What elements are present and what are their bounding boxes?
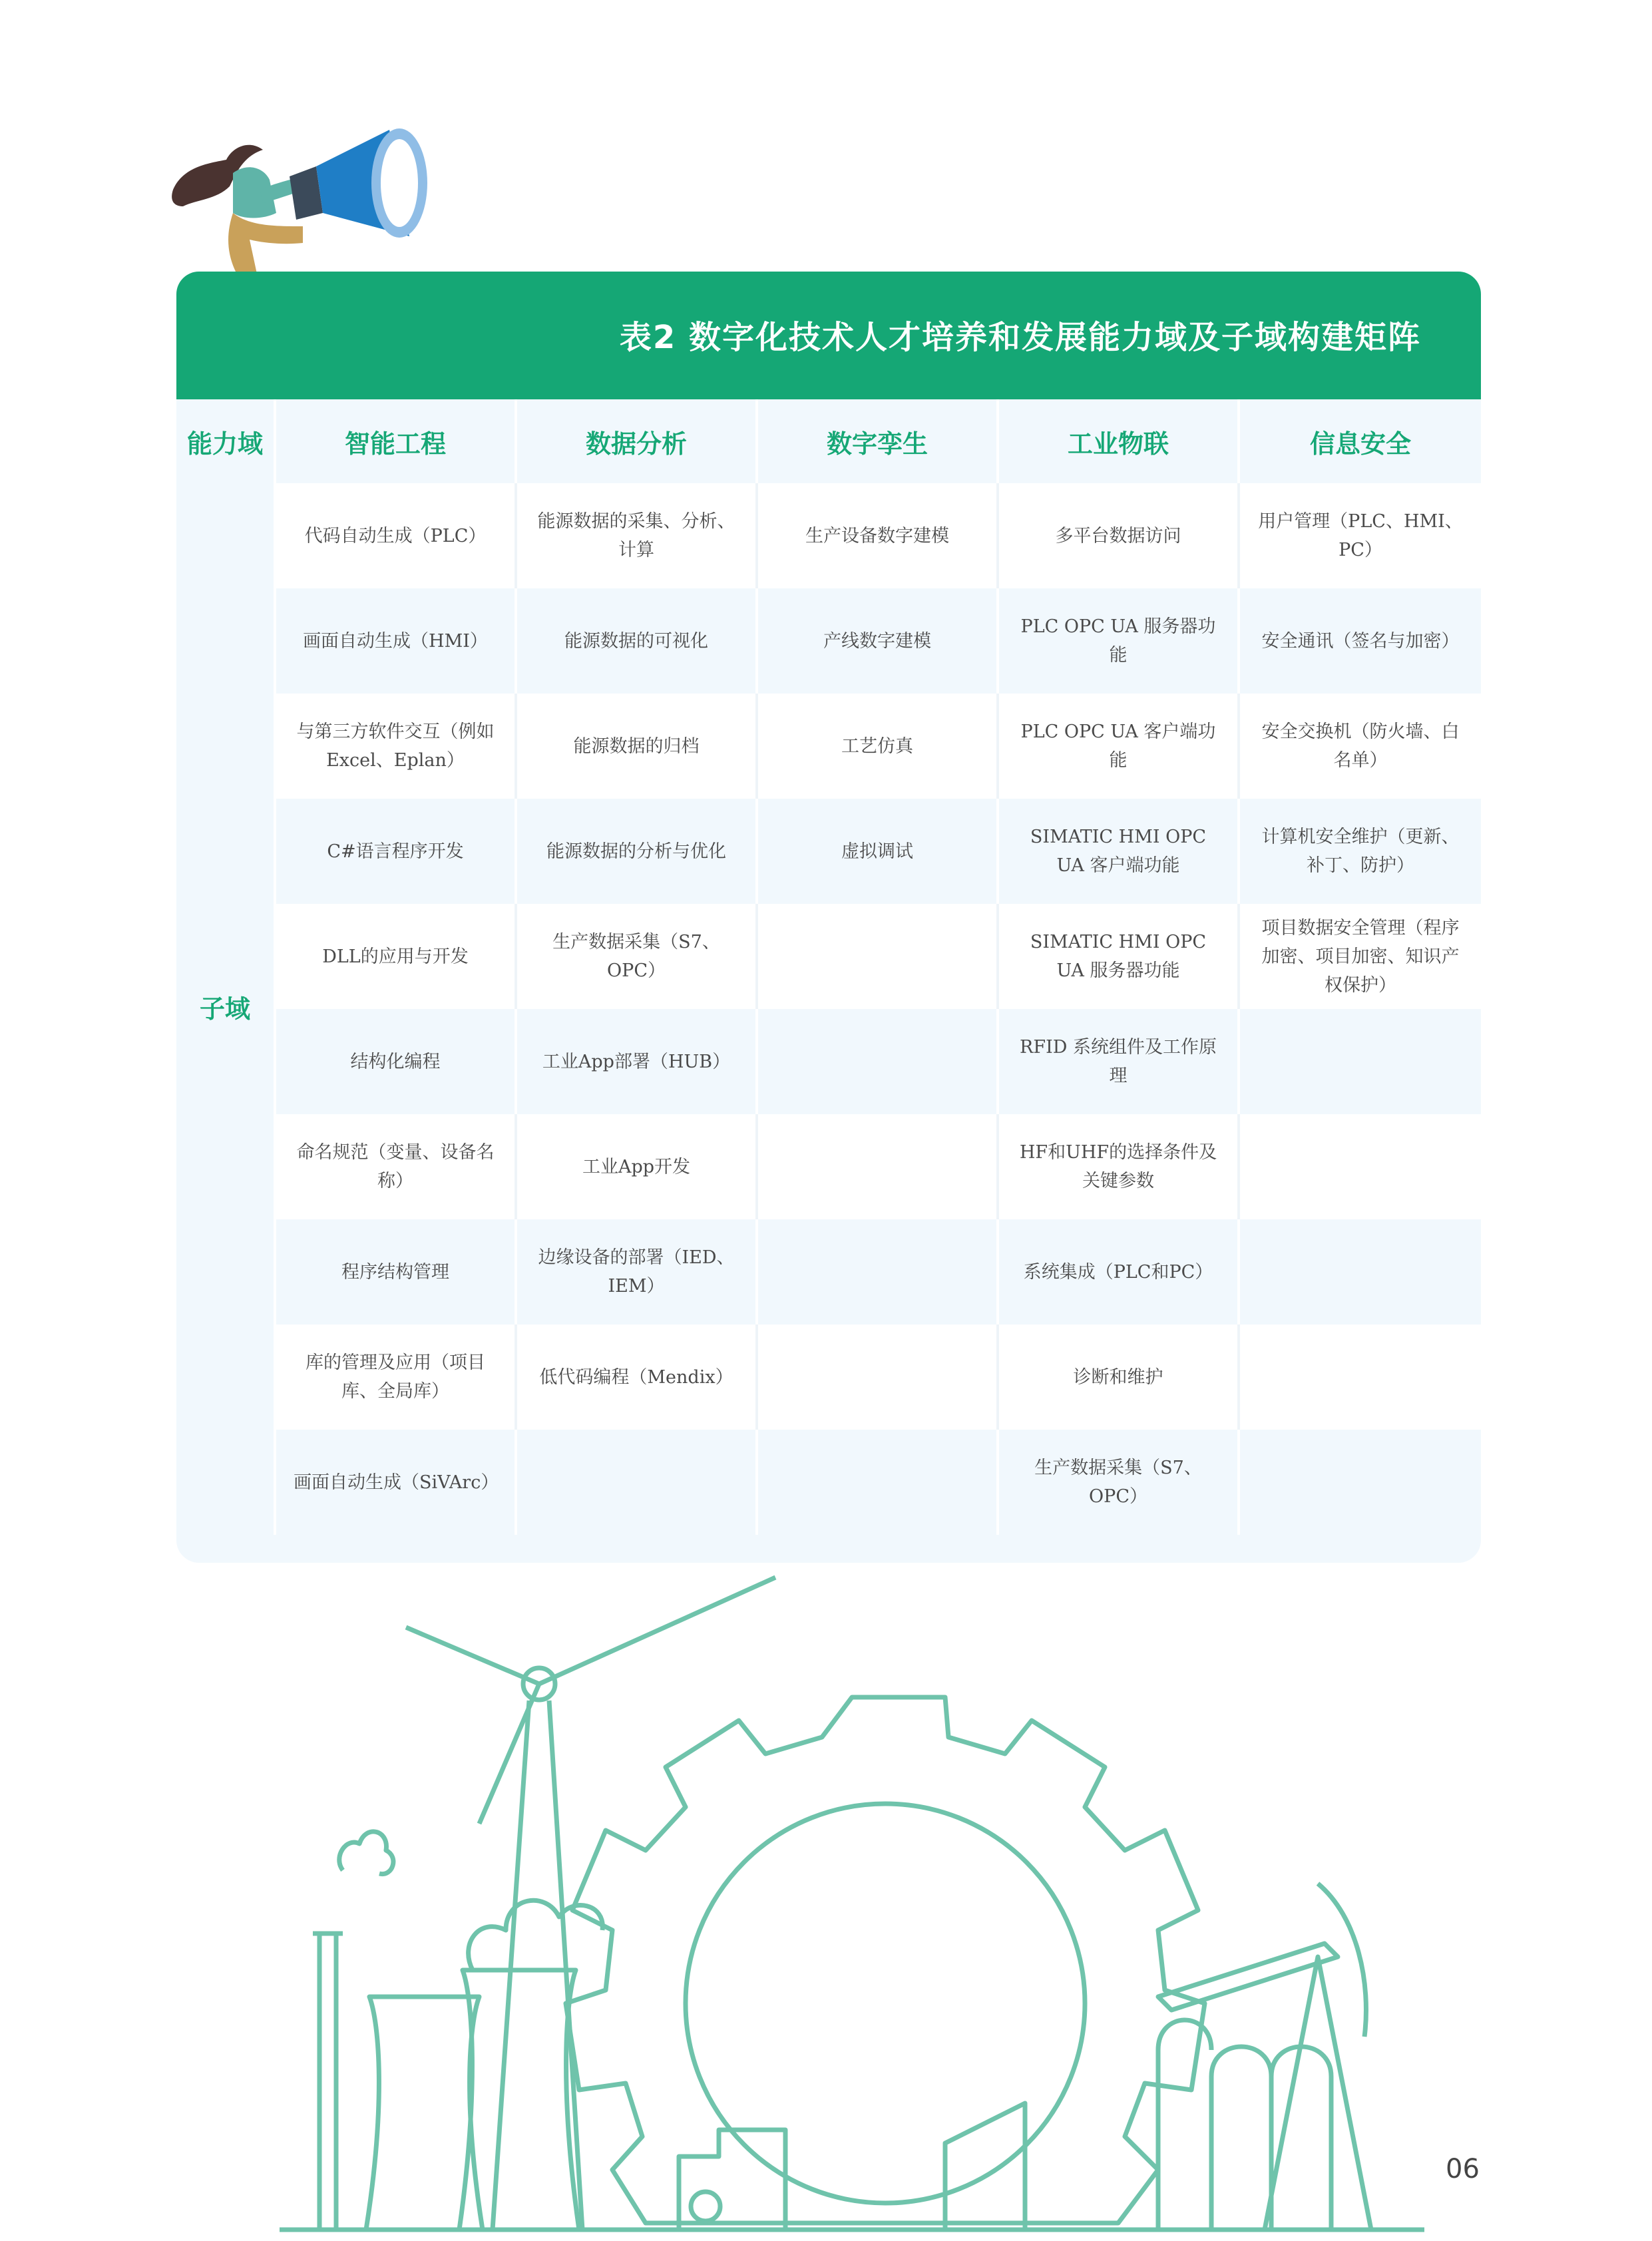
- header-domain: 数字孪生: [757, 399, 998, 483]
- table-cell: [1239, 1009, 1481, 1114]
- table-cell: 用户管理（PLC、HMI、PC）: [1239, 483, 1481, 588]
- table-cell: SIMATIC HMI OPC UA 服务器功能: [998, 904, 1239, 1009]
- table-cell: 虚拟调试: [757, 799, 998, 904]
- table-cell: [1239, 1219, 1481, 1324]
- table-row: [176, 1324, 1481, 1430]
- table-cell: 系统集成（PLC和PC）: [998, 1219, 1239, 1324]
- table-cell: [1239, 1114, 1481, 1219]
- table-row: [176, 1009, 1481, 1114]
- table-cell: 结构化编程: [275, 1009, 516, 1114]
- table-cell: 生产数据采集（S7、OPC）: [998, 1430, 1239, 1535]
- header-row: [176, 399, 1481, 483]
- table-cell: [1239, 1324, 1481, 1430]
- table-row: [176, 588, 1481, 694]
- table-title: 表2 数字化技术人才培养和发展能力域及子域构建矩阵: [619, 319, 1421, 356]
- table-cell: [757, 1114, 998, 1219]
- table-cell: [757, 1219, 998, 1324]
- table-cell: 安全通讯（签名与加密）: [1239, 588, 1481, 694]
- table-cell: [757, 1430, 998, 1535]
- table-cell: 画面自动生成（SiVArc）: [275, 1430, 516, 1535]
- table-cell: 生产设备数字建模: [757, 483, 998, 588]
- table-cell: 能源数据的可视化: [516, 588, 757, 694]
- table-row: [176, 1219, 1481, 1324]
- table-row: [176, 694, 1481, 799]
- table-cell: [516, 1430, 757, 1535]
- table-cell: 库的管理及应用（项目库、全局库）: [275, 1324, 516, 1430]
- matrix-card: [176, 272, 1481, 1563]
- header-domain: 信息安全: [1239, 399, 1481, 483]
- table-cell: 多平台数据访问: [998, 483, 1239, 588]
- table-row: [176, 1430, 1481, 1535]
- table-cell: 工业App部署（HUB）: [516, 1009, 757, 1114]
- table-cell: 能源数据的分析与优化: [516, 799, 757, 904]
- table-cell: HF和UHF的选择条件及关键参数: [998, 1114, 1239, 1219]
- table-cell: [757, 1009, 998, 1114]
- table-row: [176, 904, 1481, 1009]
- table-row: [176, 1114, 1481, 1219]
- table-cell: 工业App开发: [516, 1114, 757, 1219]
- table-cell: 命名规范（变量、设备名称）: [275, 1114, 516, 1219]
- header-domain: 工业物联: [998, 399, 1239, 483]
- table-cell: 程序结构管理: [275, 1219, 516, 1324]
- table-cell: PLC OPC UA 客户端功能: [998, 694, 1239, 799]
- table-cell: 工艺仿真: [757, 694, 998, 799]
- table-cell: [1239, 1430, 1481, 1535]
- table-cell: SIMATIC HMI OPC UA 客户端功能: [998, 799, 1239, 904]
- table-cell: 项目数据安全管理（程序加密、项目加密、知识产权保护）: [1239, 904, 1481, 1009]
- page-number: 06: [1446, 2154, 1480, 2184]
- subdomain-label: 子域: [176, 483, 275, 1535]
- table-cell: [757, 904, 998, 1009]
- table-cell: DLL的应用与开发: [275, 904, 516, 1009]
- table-cell: C#语言程序开发: [275, 799, 516, 904]
- table-cell: PLC OPC UA 服务器功能: [998, 588, 1239, 694]
- table-cell: 能源数据的采集、分析、计算: [516, 483, 757, 588]
- table-cell: [757, 1324, 998, 1430]
- table-cell: 低代码编程（Mendix）: [516, 1324, 757, 1430]
- title-bar: [176, 272, 1481, 399]
- table-cell: 与第三方软件交互（例如Excel、Eplan）: [275, 694, 516, 799]
- header-capability-domain: 能力域: [176, 399, 275, 483]
- table-cell: 产线数字建模: [757, 588, 998, 694]
- table-row: [176, 483, 1481, 588]
- table-cell: 计算机安全维护（更新、补丁、防护）: [1239, 799, 1481, 904]
- header-domain: 数据分析: [516, 399, 757, 483]
- table-cell: 安全交换机（防火墙、白名单）: [1239, 694, 1481, 799]
- table-cell: 生产数据采集（S7、OPC）: [516, 904, 757, 1009]
- header-domain: 智能工程: [275, 399, 516, 483]
- table-row: [176, 799, 1481, 904]
- capability-matrix-table: [176, 399, 1481, 1535]
- table-cell: 代码自动生成（PLC）: [275, 483, 516, 588]
- table-cell: 画面自动生成（HMI）: [275, 588, 516, 694]
- table-cell: 诊断和维护: [998, 1324, 1239, 1430]
- table-cell: 边缘设备的部署（IED、IEM）: [516, 1219, 757, 1324]
- industrial-lineart-illustration: [280, 1571, 1424, 2236]
- table-cell: 能源数据的归档: [516, 694, 757, 799]
- table-cell: RFID 系统组件及工作原理: [998, 1009, 1239, 1114]
